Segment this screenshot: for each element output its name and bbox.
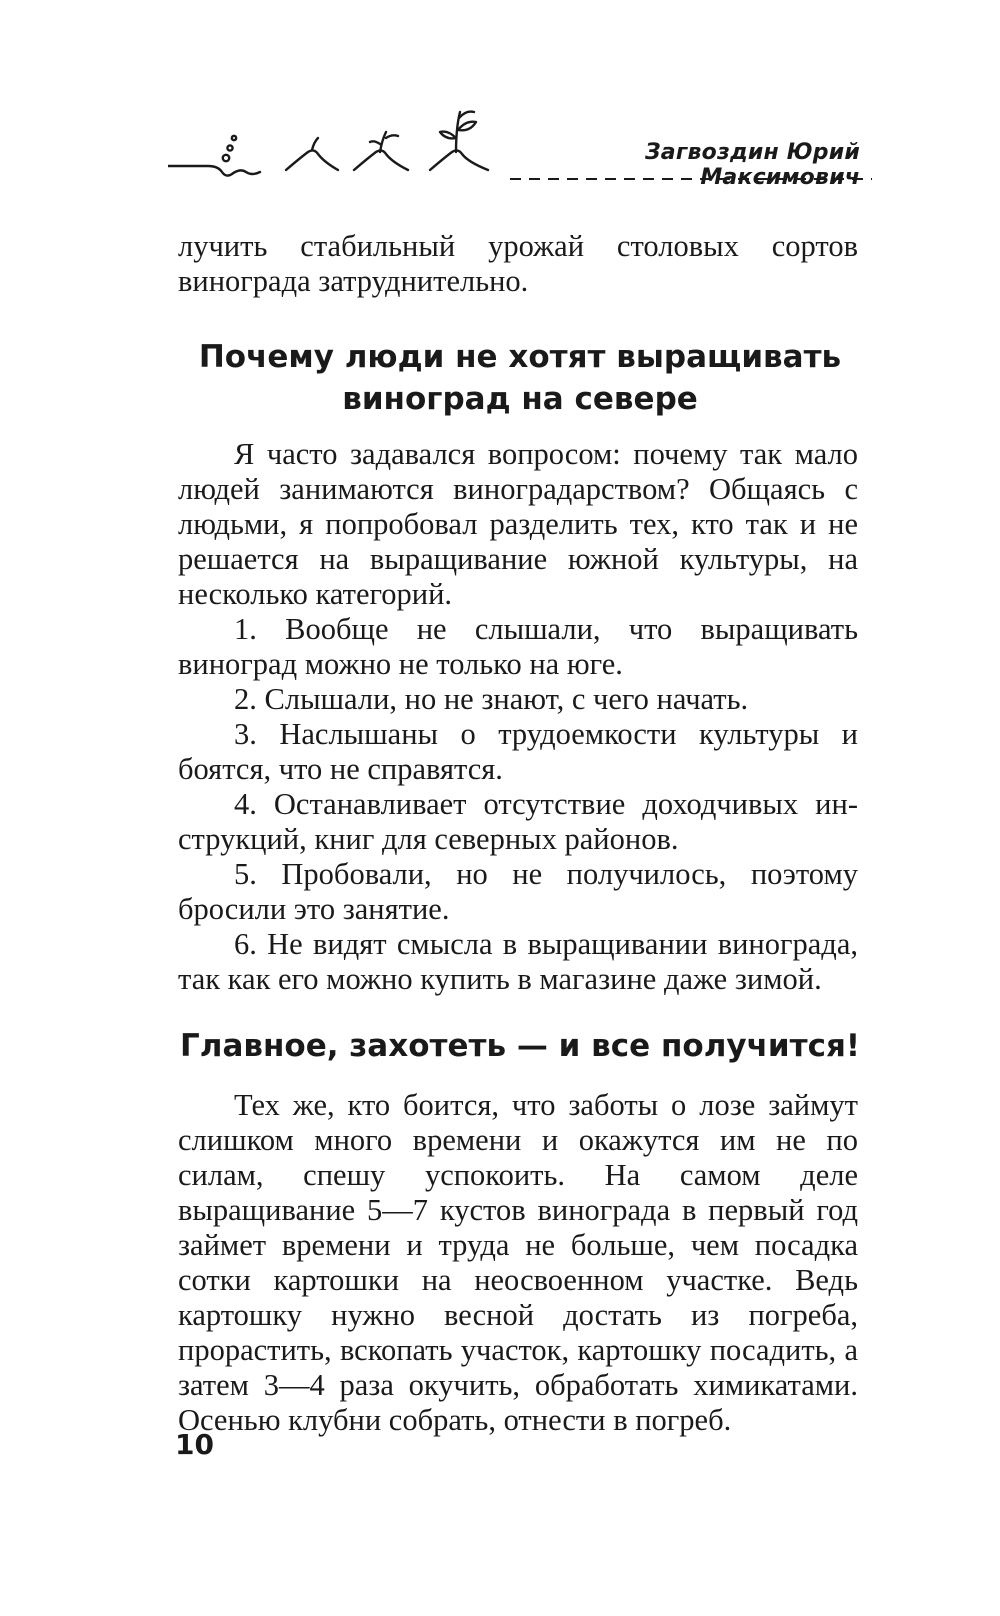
- section-2-paragraph: Тех же, кто боится, что заботы о лозе займут слишком много времени и окажутся им не по силам, спешу успокоить. На самом деле выращивание 5—7 кустов винограда в первый год займет времени и труда не больше, чем посадка сотки картошки на неосвоенном участке. Ведь картошку нужно весной достать из погреба, прорастить, вскопать участок, картошку посадить, а затем 3—4 раза окучить, обработать химикатами. Осенью клубни собрать, отнести в погреб.: [178, 1088, 858, 1437]
- section-1-paragraph: Я часто задавался вопросом: почему так мало людей занимаются виноградарством? Общаясь с людьми, я попробовал разделить тех, кто так и не решается на выращивание южной культуры, на несколько категорий.: [178, 437, 858, 611]
- section-2-body: [178, 1088, 858, 1438]
- section-1-body: [178, 437, 858, 997]
- section-1-heading-line-1: Почему люди не хотят выращивать: [198, 339, 842, 375]
- list-item-4: 4. Останавливает отсутствие доходчивых инструкций, книг для северных районов.: [178, 787, 858, 856]
- intro-paragraph: лучить стабильный урожай столовых сортов винограда затруднительно.: [178, 229, 858, 298]
- sprouting-seeds-illustration: [168, 108, 518, 188]
- list-item-2: 2. Слышали, но не знают, с чего начать.: [234, 682, 749, 716]
- list-item-6: 6. Не видят смысла в выращивании винограда, так как его можно купить в магазине даже зимой.: [178, 927, 858, 996]
- section-2-heading: Главное, захотеть — и все получится!: [179, 1028, 861, 1064]
- section-1-heading-line-2: виноград на севере: [342, 381, 698, 417]
- intro-text-block: [178, 229, 858, 299]
- list-item-3: 3. Наслышаны о трудоемкости культуры и боятся, что не справятся.: [178, 717, 858, 786]
- section-1-heading: [170, 336, 870, 420]
- page-number: 10: [175, 1428, 214, 1461]
- list-item-5: 5. Пробовали, но не получилось, поэтому бросили это занятие.: [178, 857, 858, 926]
- header-dashed-rule: [510, 176, 872, 182]
- running-header-author: Загвоздин Юрий Максимович: [644, 140, 860, 190]
- list-item-1: 1. Вообще не слышали, что выращивать виноград можно не только на юге.: [178, 612, 858, 681]
